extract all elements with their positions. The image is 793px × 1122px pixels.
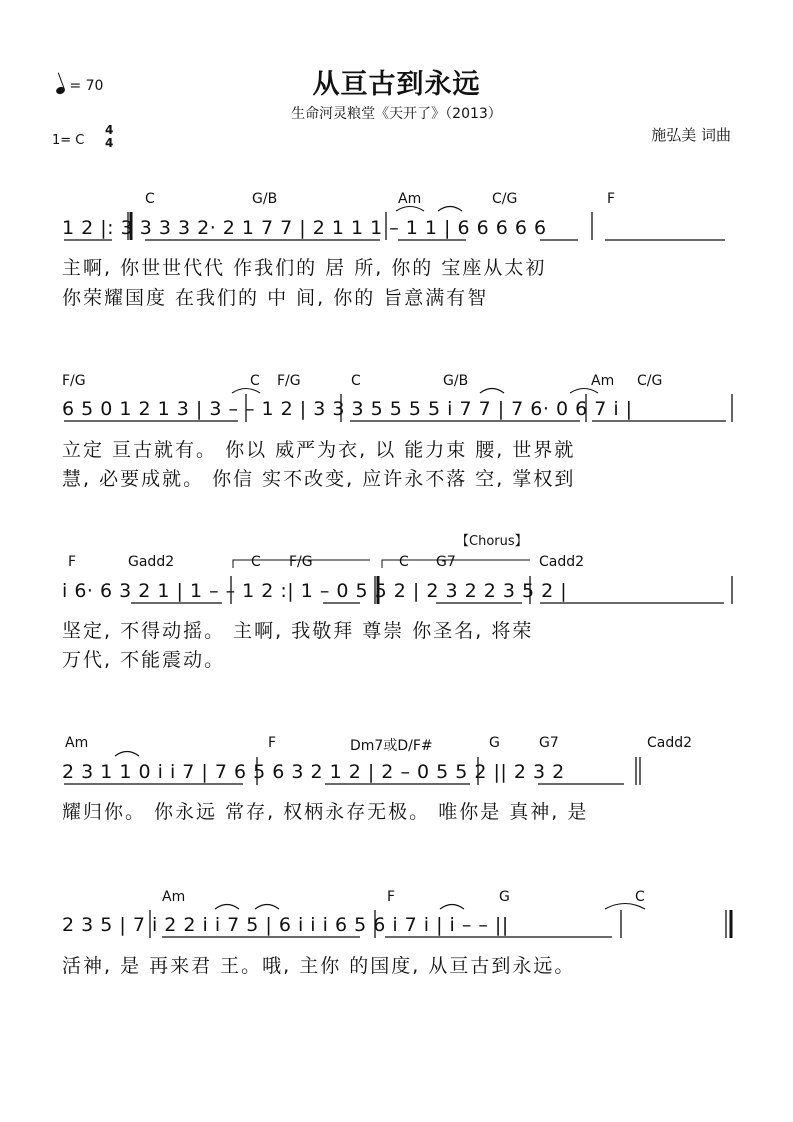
chord: F/G (289, 554, 313, 570)
chord: G7 (436, 554, 456, 570)
chord: Dm7或D/F# (350, 738, 433, 754)
time-signature-bottom: 4 (105, 136, 114, 150)
chord: Am (162, 889, 186, 905)
chorus-label: 【Chorus】 (456, 534, 528, 549)
chord: Am (398, 191, 422, 207)
chord: Gadd2 (128, 554, 175, 570)
chord: C (635, 889, 645, 905)
notation-line-1: 1 2 |: 3 3 3 3 2· 2 1 7 7 | 2 1 1 1 – 1 1 | 6 6 6 6 6 (62, 217, 547, 239)
chord: C (251, 554, 261, 570)
lyric-line-2a: 立定 亘古就有。 你以 威严为衣, 以 能力束 腰, 世界就 (62, 439, 576, 461)
song-subtitle: 生命河灵粮堂《天开了》（2013） (291, 106, 502, 122)
chord: C (399, 554, 409, 570)
chord: F (268, 735, 277, 751)
chord: C (250, 373, 260, 389)
chord: G (499, 889, 510, 905)
chord: F/G (277, 373, 301, 389)
key-signature: 1= C (52, 133, 85, 148)
lyric-line-4: 耀归你。 你永远 常存, 权柄永存无极。 唯你是 真神, 是 (62, 801, 589, 823)
song-title: 从亘古到永远 (312, 69, 481, 100)
chord: C/G (637, 373, 663, 389)
chord: G (489, 735, 500, 751)
lyric-line-2b: 慧, 必要成就。 你信 实不改变, 应许永不落 空, 掌权到 (62, 468, 576, 490)
notation-line-4: 2 3 1 1 0 i i 7 | 7 6 5 6 3 2 1 2 | 2 – 0 5 5 2 || 2 3 2 (62, 761, 565, 783)
chord: G/B (443, 373, 469, 389)
notation-line-3: i 6· 6 3 2 1 | 1 – – 1 2 :| 1 – 0 5 5 2 | 2 3 2 2 3 5 2 | (62, 580, 568, 602)
beam-lines (64, 240, 726, 937)
author-credit: 施弘美 词曲 (651, 126, 731, 144)
chord: F (607, 191, 616, 207)
tempo-value: = 70 (69, 78, 104, 94)
notation-line-2: 6 5 0 1 2 1 3 | 3 – – 1 2 | 3 3 3 5 5 5 5 i 7 7 | 7 6· 0 6 7 i | (62, 398, 633, 420)
notation-line-5: 2 3 5 | 7 i 2 2 i i 7 5 | 6 i i i 6 5 6 i 7 i | i – – || (62, 914, 509, 936)
chord: F (387, 889, 396, 905)
chord: F/G (62, 373, 86, 389)
chord: Am (591, 373, 615, 389)
volta-brackets (233, 560, 530, 568)
chord: G/B (252, 191, 278, 207)
chord: F (68, 554, 77, 570)
lyric-line-1a: 主啊, 你世世代代 作我们的 居 所, 你的 宝座从太初 (62, 257, 547, 279)
lyric-line-1b: 你荣耀国度 在我们的 中 间, 你的 旨意满有智 (62, 287, 489, 309)
chord: C (145, 191, 155, 207)
tie-arcs (115, 207, 645, 910)
time-signature-top: 4 (105, 123, 114, 137)
barlines (128, 212, 732, 938)
chord: Cadd2 (647, 735, 693, 751)
lyric-line-3b: 万代, 不能震动。 (62, 649, 226, 671)
chord: Am (65, 735, 89, 751)
chord: C/G (492, 191, 518, 207)
chord: Cadd2 (539, 554, 585, 570)
chord: G7 (539, 735, 559, 751)
lyric-line-5: 活神, 是 再来君 王。哦, 主你 的国度, 从亘古到永远。 (62, 955, 576, 977)
chord: C (351, 373, 361, 389)
lyric-line-3a: 坚定, 不得动摇。 主啊, 我敬拜 尊崇 你圣名, 将荣 (62, 620, 534, 642)
